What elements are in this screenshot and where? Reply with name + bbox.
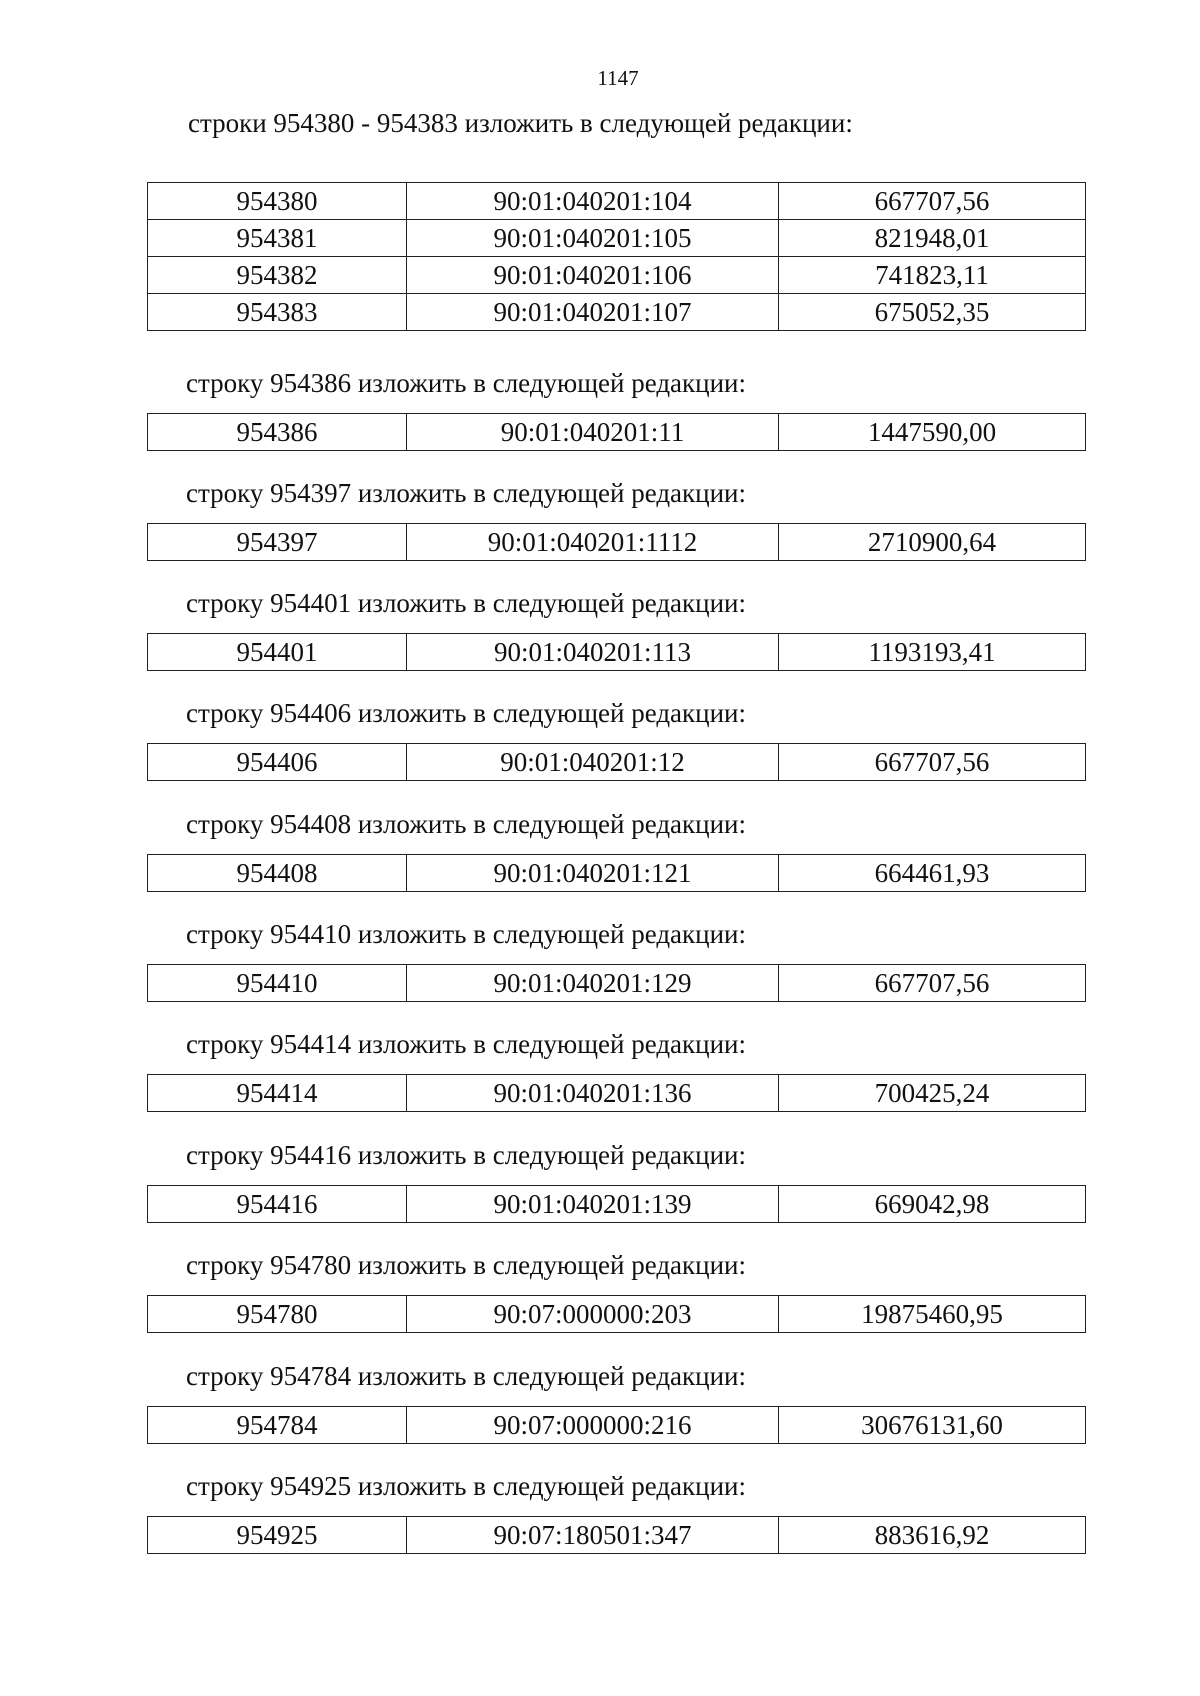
table-row	[148, 1075, 1086, 1112]
section-heading: строку 954408 изложить в следующей редакции:	[186, 809, 747, 839]
table-row	[148, 1407, 1086, 1444]
cadastral-number: 90:01:040201:136	[407, 1075, 779, 1112]
cadastral-value: 2710900,64	[779, 524, 1086, 561]
row-number: 954401	[148, 634, 407, 671]
row-number: 954408	[148, 855, 407, 892]
cadastral-number: 90:01:040201:105	[407, 220, 779, 257]
row-number: 954386	[148, 414, 407, 451]
amendment-section	[0, 695, 1200, 805]
row-number: 954414	[148, 1075, 407, 1112]
amendment-section	[0, 475, 1200, 585]
amendment-table	[147, 1295, 1086, 1333]
row-number: 954383	[148, 294, 407, 331]
section-heading: строку 954397 изложить в следующей редакции:	[186, 478, 747, 508]
amendment-section	[0, 585, 1200, 695]
amendment-section	[0, 806, 1200, 916]
table-row	[148, 257, 1086, 294]
row-number: 954382	[148, 257, 407, 294]
cadastral-number: 90:01:040201:121	[407, 855, 779, 892]
section-heading: строку 954406 изложить в следующей редакции:	[186, 698, 747, 728]
cadastral-number: 90:01:040201:106	[407, 257, 779, 294]
cadastral-number: 90:01:040201:139	[407, 1186, 779, 1223]
table-row	[148, 1186, 1086, 1223]
section-heading: строку 954416 изложить в следующей редакции:	[186, 1140, 747, 1170]
amendment-table	[147, 1406, 1086, 1444]
first-table	[147, 182, 1086, 331]
cadastral-number: 90:01:040201:12	[407, 744, 779, 781]
section-heading: строку 954386 изложить в следующей редакции:	[186, 368, 747, 398]
amendment-table	[147, 743, 1086, 781]
cadastral-value: 667707,56	[779, 744, 1086, 781]
row-number: 954406	[148, 744, 407, 781]
cadastral-number: 90:01:040201:113	[407, 634, 779, 671]
table-row	[148, 524, 1086, 561]
table-row	[148, 965, 1086, 1002]
amendment-section	[0, 1468, 1200, 1578]
amendment-table	[147, 1074, 1086, 1112]
amendment-table	[147, 1185, 1086, 1223]
row-number: 954381	[148, 220, 407, 257]
amendment-table	[147, 854, 1086, 892]
table-row	[148, 414, 1086, 451]
cadastral-number: 90:07:000000:203	[407, 1296, 779, 1333]
amendment-section	[0, 1247, 1200, 1357]
cadastral-value: 669042,98	[779, 1186, 1086, 1223]
page-number: 1147	[597, 66, 639, 90]
section-heading: строку 954780 изложить в следующей редакции:	[186, 1250, 747, 1280]
cadastral-value: 667707,56	[779, 183, 1086, 220]
row-number: 954784	[148, 1407, 407, 1444]
cadastral-value: 675052,35	[779, 294, 1086, 331]
amendment-table	[147, 964, 1086, 1002]
row-number: 954380	[148, 183, 407, 220]
amendment-table	[147, 633, 1086, 671]
section-heading: строку 954925 изложить в следующей редакции:	[186, 1471, 747, 1501]
table-row	[148, 294, 1086, 331]
cadastral-number: 90:07:180501:347	[407, 1517, 779, 1554]
table-row	[148, 220, 1086, 257]
cadastral-value: 821948,01	[779, 220, 1086, 257]
cadastral-value: 667707,56	[779, 965, 1086, 1002]
cadastral-number: 90:01:040201:104	[407, 183, 779, 220]
section-heading: строку 954784 изложить в следующей редакции:	[186, 1361, 747, 1391]
cadastral-number: 90:07:000000:216	[407, 1407, 779, 1444]
cadastral-number: 90:01:040201:129	[407, 965, 779, 1002]
table-row	[148, 634, 1086, 671]
cadastral-value: 1193193,41	[779, 634, 1086, 671]
row-number: 954416	[148, 1186, 407, 1223]
cadastral-value: 664461,93	[779, 855, 1086, 892]
cadastral-value: 883616,92	[779, 1517, 1086, 1554]
amendment-section	[0, 1026, 1200, 1136]
amendment-section	[0, 1137, 1200, 1247]
amendment-section	[0, 365, 1200, 475]
cadastral-value: 700425,24	[779, 1075, 1086, 1112]
amendment-table	[147, 1516, 1086, 1554]
cadastral-value: 741823,11	[779, 257, 1086, 294]
cadastral-value: 19875460,95	[779, 1296, 1086, 1333]
table-row	[148, 183, 1086, 220]
row-number: 954925	[148, 1517, 407, 1554]
cadastral-number: 90:01:040201:11	[407, 414, 779, 451]
cadastral-number: 90:01:040201:107	[407, 294, 779, 331]
row-number: 954780	[148, 1296, 407, 1333]
section-heading: строку 954410 изложить в следующей редакции:	[186, 919, 747, 949]
amendment-section	[0, 916, 1200, 1026]
first-heading: строки 954380 - 954383 изложить в следующей редакции:	[188, 108, 853, 138]
cadastral-number: 90:01:040201:1112	[407, 524, 779, 561]
amendment-table	[147, 523, 1086, 561]
section-heading: строку 954401 изложить в следующей редакции:	[186, 588, 747, 618]
table-row	[148, 1296, 1086, 1333]
cadastral-value: 1447590,00	[779, 414, 1086, 451]
amendment-table	[147, 413, 1086, 451]
row-number: 954410	[148, 965, 407, 1002]
row-number: 954397	[148, 524, 407, 561]
cadastral-value: 30676131,60	[779, 1407, 1086, 1444]
table-row	[148, 855, 1086, 892]
table-row	[148, 1517, 1086, 1554]
section-heading: строку 954414 изложить в следующей редакции:	[186, 1029, 747, 1059]
table-row	[148, 744, 1086, 781]
amendment-section	[0, 1358, 1200, 1468]
